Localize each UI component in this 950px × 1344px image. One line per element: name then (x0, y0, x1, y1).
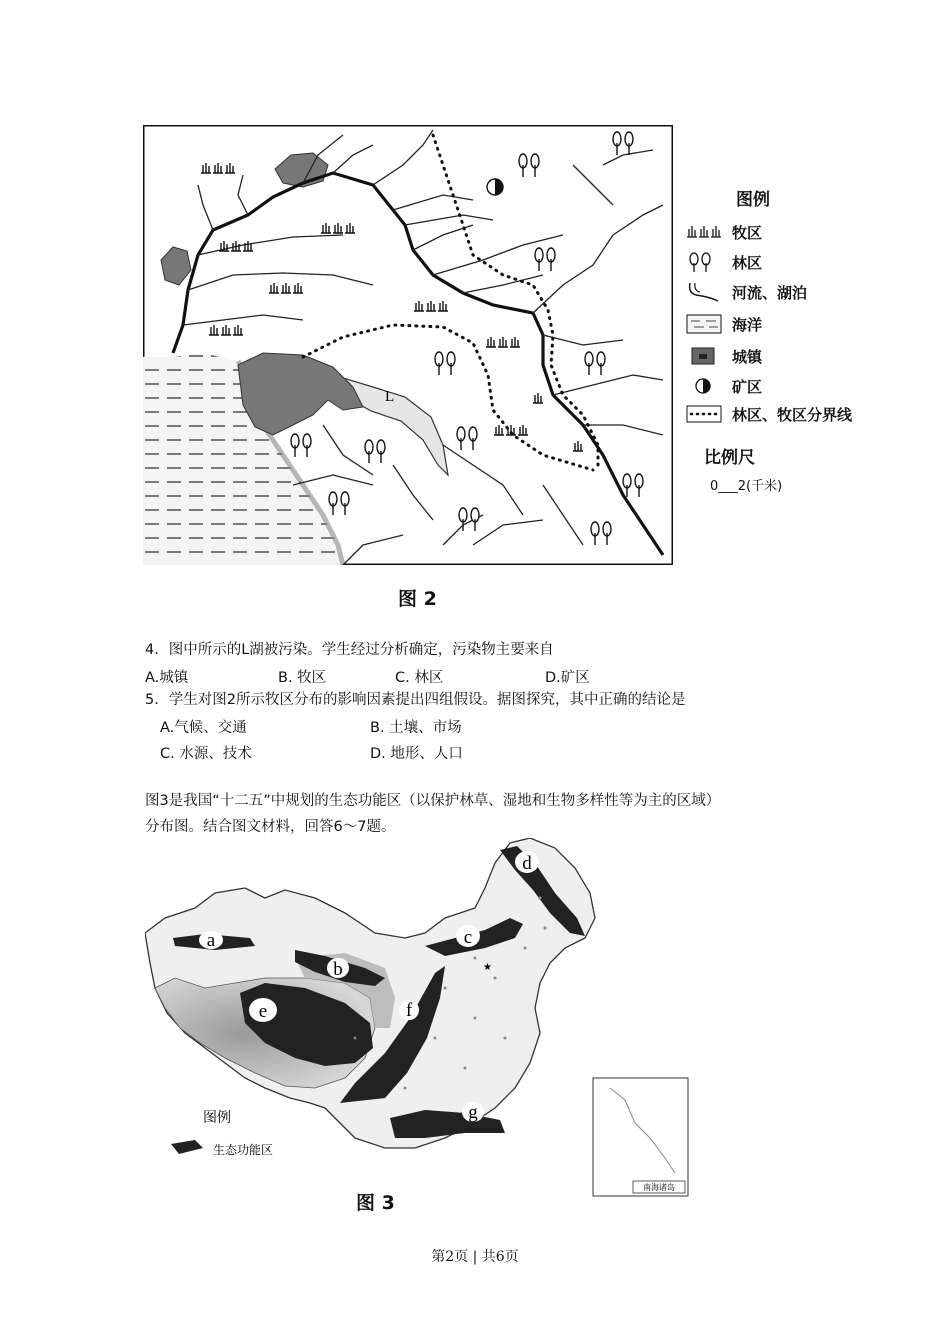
legend-item-forest: 林区 (686, 249, 762, 275)
mine-icon (686, 375, 724, 397)
legend-item-pasture: 牧区 (686, 219, 762, 245)
intro-line-1: 图3是我国“十二五”中规划的生态功能区（以保护林草、湿地和生物多样性等为主的区域） (145, 793, 721, 809)
region-label-c: c (463, 927, 473, 948)
region-label-a: a (206, 930, 216, 951)
region-label-e: e (258, 1001, 268, 1022)
tree-icon (686, 251, 724, 273)
ocean-icon (686, 313, 724, 335)
pasture-icon (686, 221, 724, 243)
river-icon (686, 281, 724, 303)
boundary-line-icon (686, 403, 724, 425)
region-label-g: g (468, 1102, 478, 1123)
scale-bar: 0___2(千米) (710, 479, 783, 494)
legend-title: 图例 (736, 190, 770, 210)
figure-3-caption: 图 3 (356, 1192, 395, 1214)
scale-title: 比例尺 (704, 448, 755, 468)
question-5-option-a: A.气候、交通 (160, 720, 247, 736)
region-label-b: b (333, 959, 343, 980)
eco-zone-icon (171, 1140, 203, 1154)
legend-item-mine: 矿区 (686, 373, 762, 399)
question-4-option-a: A.城镇 (145, 670, 189, 686)
legend-item-boundary: 林区、牧区分界线 (686, 401, 852, 427)
question-5-stem: 5．学生对图2所示牧区分布的影响因素提出四组假设。据图探究，其中正确的结论是 (145, 692, 686, 708)
legend-item-ocean: 海洋 (686, 311, 762, 337)
figure-3-legend-item: 生态功能区 (213, 1143, 274, 1157)
lake-label: L (385, 389, 395, 405)
intro-line-2: 分布图。结合图文材料，回答6～7题。 (145, 819, 396, 835)
question-5-option-c: C. 水源、技术 (160, 746, 252, 762)
question-4-option-c: C. 林区 (395, 670, 444, 686)
question-5-option-d: D. 地形、人口 (370, 746, 463, 762)
inset-label: 南海诸岛 (643, 1183, 675, 1192)
legend-item-river: 河流、湖泊 (686, 279, 807, 305)
town-icon (686, 345, 724, 367)
page-footer: 第2页 | 共6页 (431, 1249, 519, 1265)
region-label-f: f (405, 1000, 413, 1021)
figure-3-map (145, 838, 690, 1198)
question-4-stem: 4．图中所示的L湖被污染。学生经过分析确定，污染物主要来自 (145, 642, 554, 658)
svg-text:★: ★ (483, 962, 492, 973)
question-4-option-d: D.矿区 (545, 670, 590, 686)
region-label-d: d (522, 853, 532, 874)
question-5-option-b: B. 土壤、市场 (370, 720, 462, 736)
figure-2-map (143, 125, 673, 565)
question-4-option-b: B. 牧区 (278, 670, 327, 686)
figure-3-legend-title: 图例 (203, 1110, 231, 1126)
figure-2-caption: 图 2 (398, 588, 437, 610)
legend-item-town: 城镇 (686, 343, 762, 369)
figure-2-legend (686, 185, 916, 505)
